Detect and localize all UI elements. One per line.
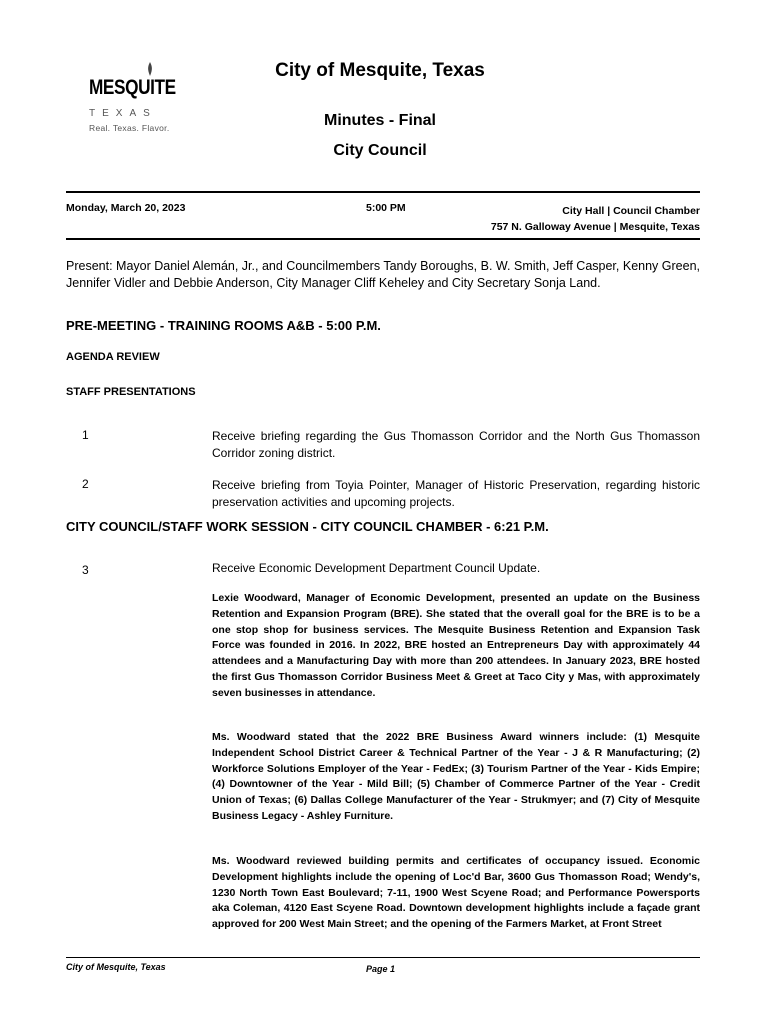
meeting-location-line1: City Hall | Council Chamber <box>562 205 700 217</box>
section-work-session: CITY COUNCIL/STAFF WORK SESSION - CITY COUNCIL CHAMBER - 6:21 P.M. <box>66 519 549 534</box>
subsection-agenda-review: AGENDA REVIEW <box>66 351 160 363</box>
agenda-item-number: 2 <box>82 477 89 491</box>
logo-wordmark: MESQUITE <box>89 76 176 99</box>
header-rule-top <box>66 191 700 193</box>
footer-rule <box>66 957 700 958</box>
agenda-item-number: 3 <box>82 563 89 577</box>
meeting-time: 5:00 PM <box>366 202 406 214</box>
footer-city: City of Mesquite, Texas <box>66 962 166 972</box>
subsection-staff-presentations: STAFF PRESENTATIONS <box>66 386 196 398</box>
agenda-item-number: 1 <box>82 428 89 442</box>
item3-paragraph: Lexie Woodward, Manager of Economic Development, presented an update on the Business Retention and Expansion Program (BRE). She stated that the overall goal for the BRE is to be a one stop shop for business services. The Mesquite Business Retention and Expansion Task Force was founded in 2016. In 2022, BRE hosted an Entrepreneurs Day with approximately 44 attendees and a Manufacturing Day with more than 200 attendees. In January 2023, BRE hosted the first Gus Thomasson Corridor Business Meet & Greet at Taco City y Mas, with approximately seven businesses in attendance. <box>212 592 700 699</box>
governing-body: City Council <box>333 142 427 159</box>
agenda-item-text: Receive briefing regarding the Gus Thomasson Corridor and the North Gus Thomasson Corridor zoning district. <box>212 429 700 460</box>
section-premeeting: PRE-MEETING - TRAINING ROOMS A&B - 5:00 P.M. <box>66 318 381 333</box>
attendance-paragraph: Present: Mayor Daniel Alemán, Jr., and Councilmembers Tandy Boroughs, B. W. Smith, Jeff Casper, Kenny Green, Jennifer Vidler and Debbie Anderson, City Manager Cliff Keheley and City Secretary Sonja Land. <box>66 259 700 290</box>
flame-icon <box>147 62 153 76</box>
agenda-item-text: Receive Economic Development Department Council Update. <box>212 561 541 575</box>
logo-tagline: Real. Texas. Flavor. <box>89 123 170 133</box>
header-rule-bottom <box>66 238 700 240</box>
logo-state: TEXAS <box>89 108 157 119</box>
meeting-date: Monday, March 20, 2023 <box>66 202 186 214</box>
footer-page-number: Page 1 <box>366 964 396 974</box>
document-title: City of Mesquite, Texas <box>275 60 485 81</box>
document-type: Minutes - Final <box>324 112 436 129</box>
city-logo <box>85 62 185 142</box>
agenda-item-text: Receive briefing from Toyia Pointer, Manager of Historic Preservation, regarding historic preservation activities and upcoming projects. <box>212 478 700 509</box>
item3-paragraph: Ms. Woodward stated that the 2022 BRE Business Award winners include: (1) Mesquite Independent School District Career & Technical Partner of the Year - J & R Manufacturing; (2) Workforce Solutions Employer of the Year - FedEx; (3) Tourism Partner of the Year - Kids Empire; (4) Downtowner of the Year - Mild Bill; (5) Chamber of Commerce Partner of the Year - Credit Union of Texas; (6) Dallas College Manufacturer of the Year - Strukmyer; and (7) City of Mesquite Business Legacy - Ashley Furniture. <box>212 731 700 822</box>
item3-paragraph: Ms. Woodward reviewed building permits and certificates of occupancy issued. Economic Development highlights include the opening of Loc'd Bar, 3600 Gus Thomasson Road; Wendy's, 1230 North Town East Boulevard; 7-11, 1900 West Scyene Road; and Performance Powersports aka Coleman, 4120 East Scyene Road. Downtown development highlights include a façade grant approved for 200 West Main Street; and the opening of the Farmers Market, at Front Street <box>212 855 700 931</box>
meeting-location-line2: 757 N. Galloway Avenue | Mesquite, Texas <box>490 221 700 233</box>
